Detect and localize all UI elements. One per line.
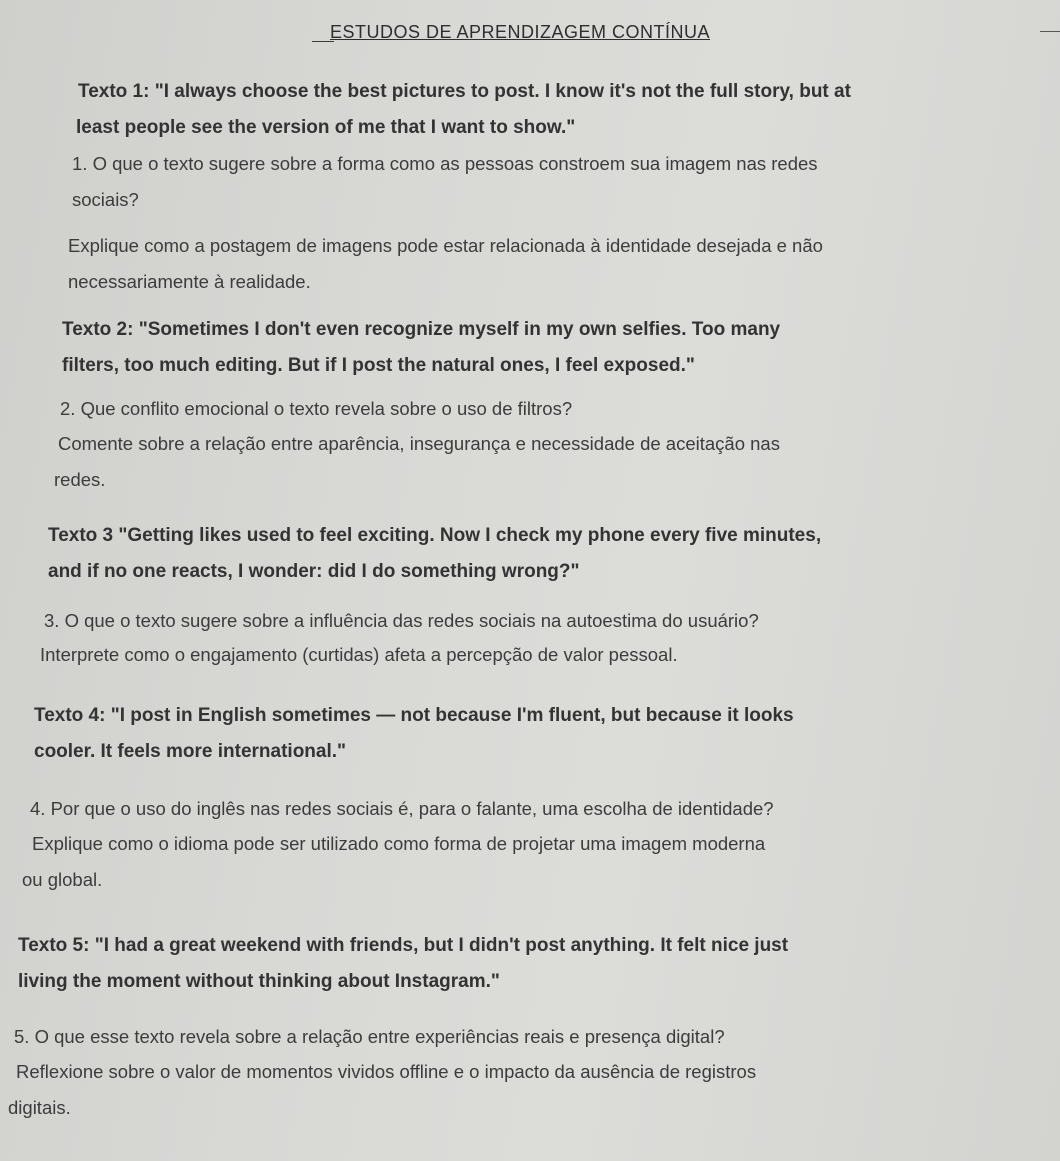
quote-text-5 — [18, 928, 788, 1000]
question-2 — [60, 394, 572, 424]
quote-line: and if no one reacts, I wonder: did I do something wrong?" — [48, 561, 580, 582]
question-line: 5. O que esse texto revela sobre a relação entre experiências reais e presença digital? — [14, 1026, 725, 1047]
question-line: 2. Que conflito emocional o texto revela sobre o uso de filtros? — [60, 398, 573, 419]
question-3 — [44, 604, 759, 638]
instruction-line: redes. — [54, 469, 106, 490]
instruction-line: ou global. — [22, 869, 103, 890]
quote-text-1 — [78, 74, 851, 146]
quote-line: least people see the version of me that I want to show." — [76, 117, 576, 138]
instruction-line: Explique como a postagem de imagens pode estar relacionada à identidade desejada e não — [68, 235, 823, 256]
instruction-1 — [68, 228, 823, 300]
instruction-line: necessariamente à realidade. — [68, 271, 311, 292]
instruction-line: Interprete como o engajamento (curtidas) afeta a percepção de valor pessoal. — [40, 644, 678, 665]
edge-mark — [1040, 31, 1060, 32]
instruction-line: Reflexione sobre o valor de momentos vividos offline e o impacto da ausência de registros — [16, 1061, 757, 1082]
quote-line: Texto 2: "Sometimes I don't even recognize myself in my own selfies. Too many — [62, 319, 781, 340]
question-line: 1. O que o texto sugere sobre a forma como as pessoas constroem sua imagem nas redes — [72, 153, 818, 174]
question-1 — [72, 146, 818, 218]
instruction-line: Explique como o idioma pode ser utilizado como forma de projetar uma imagem moderna — [32, 833, 766, 854]
quote-line: filters, too much editing. But if I post the natural ones, I feel exposed." — [62, 355, 695, 376]
instruction-2 — [54, 426, 780, 498]
question-line: sociais? — [72, 189, 139, 210]
page-title: ESTUDOS DE APRENDIZAGEM CONTÍNUA — [330, 22, 711, 42]
instruction-4 — [22, 826, 765, 898]
quote-line: Texto 3 "Getting likes used to feel exciting. Now I check my phone every five minutes, — [48, 525, 822, 546]
quote-line: Texto 1: "I always choose the best pictures to post. I know it's not the full story, but at — [78, 81, 851, 102]
question-line: 3. O que o texto sugere sobre a influência das redes sociais na autoestima do usuário? — [44, 610, 759, 631]
quote-text-4 — [34, 698, 794, 770]
question-line: 4. Por que o uso do inglês nas redes sociais é, para o falante, uma escolha de identidade? — [30, 798, 774, 819]
question-5 — [14, 1020, 725, 1054]
quote-text-3 — [48, 518, 821, 590]
quote-line: Texto 4: "I post in English sometimes — not because I'm fluent, but because it looks — [34, 705, 794, 726]
instruction-3 — [40, 638, 678, 672]
instruction-line: digitais. — [8, 1097, 71, 1118]
instruction-line: Comente sobre a relação entre aparência, insegurança e necessidade de aceitação nas — [58, 433, 780, 454]
quote-line: Texto 5: "I had a great weekend with friends, but I didn't post anything. It felt nice just — [18, 935, 789, 956]
quote-line: living the moment without thinking about Instagram." — [18, 971, 500, 992]
quote-text-2 — [62, 312, 780, 384]
quote-line: cooler. It feels more international." — [34, 741, 347, 762]
instruction-5 — [8, 1054, 756, 1126]
question-4 — [30, 792, 774, 826]
